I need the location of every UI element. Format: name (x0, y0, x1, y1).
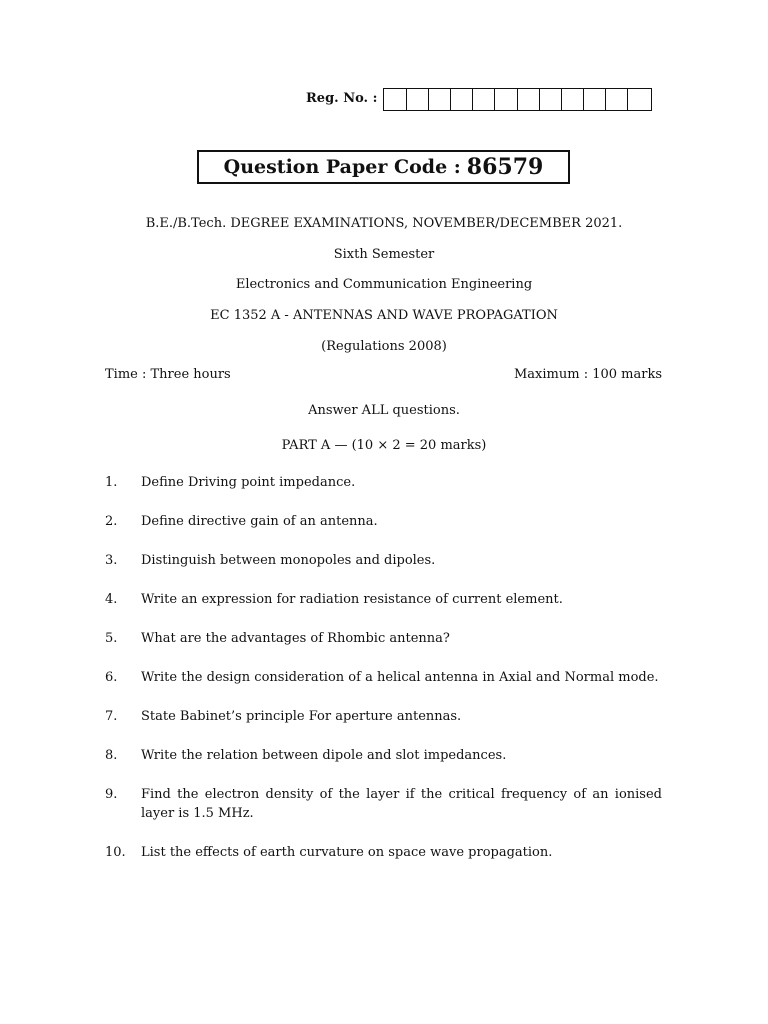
reg-number-box (429, 89, 451, 110)
question-text: What are the advantages of Rhombic antenna? (141, 631, 450, 646)
reg-number-box (451, 89, 473, 110)
question-item (105, 473, 662, 492)
question-item (105, 551, 662, 570)
question-text: Write the design consideration of a helical antenna in Axial and Normal mode. (141, 670, 659, 685)
question-number: 5. (105, 631, 118, 646)
branch: Electronics and Communication Engineering (235, 277, 533, 292)
question-paper-code-number: 86579 (466, 154, 544, 180)
question-text: Define directive gain of an antenna. (141, 514, 378, 529)
time-marks-row (105, 366, 662, 384)
question-item (105, 843, 662, 862)
question-item (105, 512, 662, 531)
reg-number-box (407, 89, 429, 110)
reg-number-box (473, 89, 495, 110)
reg-number-box (540, 89, 562, 110)
reg-number-box (584, 89, 606, 110)
reg-number-box (495, 89, 517, 110)
regulations: (Regulations 2008) (321, 339, 447, 354)
question-item (105, 785, 662, 823)
question-number: 1. (105, 475, 118, 490)
question-number: 3. (105, 553, 118, 568)
reg-number-box (562, 89, 584, 110)
reg-number-box (628, 89, 650, 110)
question-text: Distinguish between monopoles and dipoles. (141, 553, 436, 568)
question-text: List the effects of earth curvature on space wave propagation. (141, 845, 553, 860)
question-text: Write the relation between dipole and slot impedances. (141, 748, 507, 763)
question-number: 10. (105, 845, 126, 860)
instruction: Answer ALL questions. (308, 403, 460, 418)
course-title: EC 1352 A - ANTENNAS AND WAVE PROPAGATION (210, 308, 558, 323)
time-allowed: Time : Three hours (105, 367, 231, 382)
question-number: 9. (105, 787, 118, 802)
question-list (105, 473, 662, 882)
question-number: 6. (105, 670, 118, 685)
question-text: Define Driving point impedance. (141, 475, 356, 490)
question-paper-code-label: Question Paper Code : (223, 156, 461, 178)
reg-number-box (606, 89, 628, 110)
question-text: State Babinet’s principle For aperture antennas. (141, 709, 462, 724)
reg-number-box (384, 89, 406, 110)
reg-number-label: Reg. No. : (306, 91, 378, 106)
question-item (105, 707, 662, 726)
question-paper-code-box (197, 150, 570, 184)
question-item (105, 668, 662, 687)
exam-title: B.E./B.Tech. DEGREE EXAMINATIONS, NOVEMBER/DECEMBER 2021. (145, 216, 623, 231)
reg-number-boxes (383, 88, 651, 111)
question-text: Find the electron density of the layer if the critical frequency of an ionised layer is 1.5 MHz. (141, 787, 662, 821)
question-number: 4. (105, 592, 118, 607)
question-text: Write an expression for radiation resistance of current element. (141, 592, 563, 607)
maximum-marks: Maximum : 100 marks (513, 367, 662, 382)
question-number: 2. (105, 514, 118, 529)
question-number: 8. (105, 748, 118, 763)
question-number: 7. (105, 709, 118, 724)
part-heading: PART A — (10 × 2 = 20 marks) (281, 438, 487, 453)
question-item (105, 590, 662, 609)
question-item (105, 746, 662, 765)
reg-number-row (306, 87, 652, 111)
question-item (105, 629, 662, 648)
semester: Sixth Semester (333, 247, 435, 262)
reg-number-box (518, 89, 540, 110)
